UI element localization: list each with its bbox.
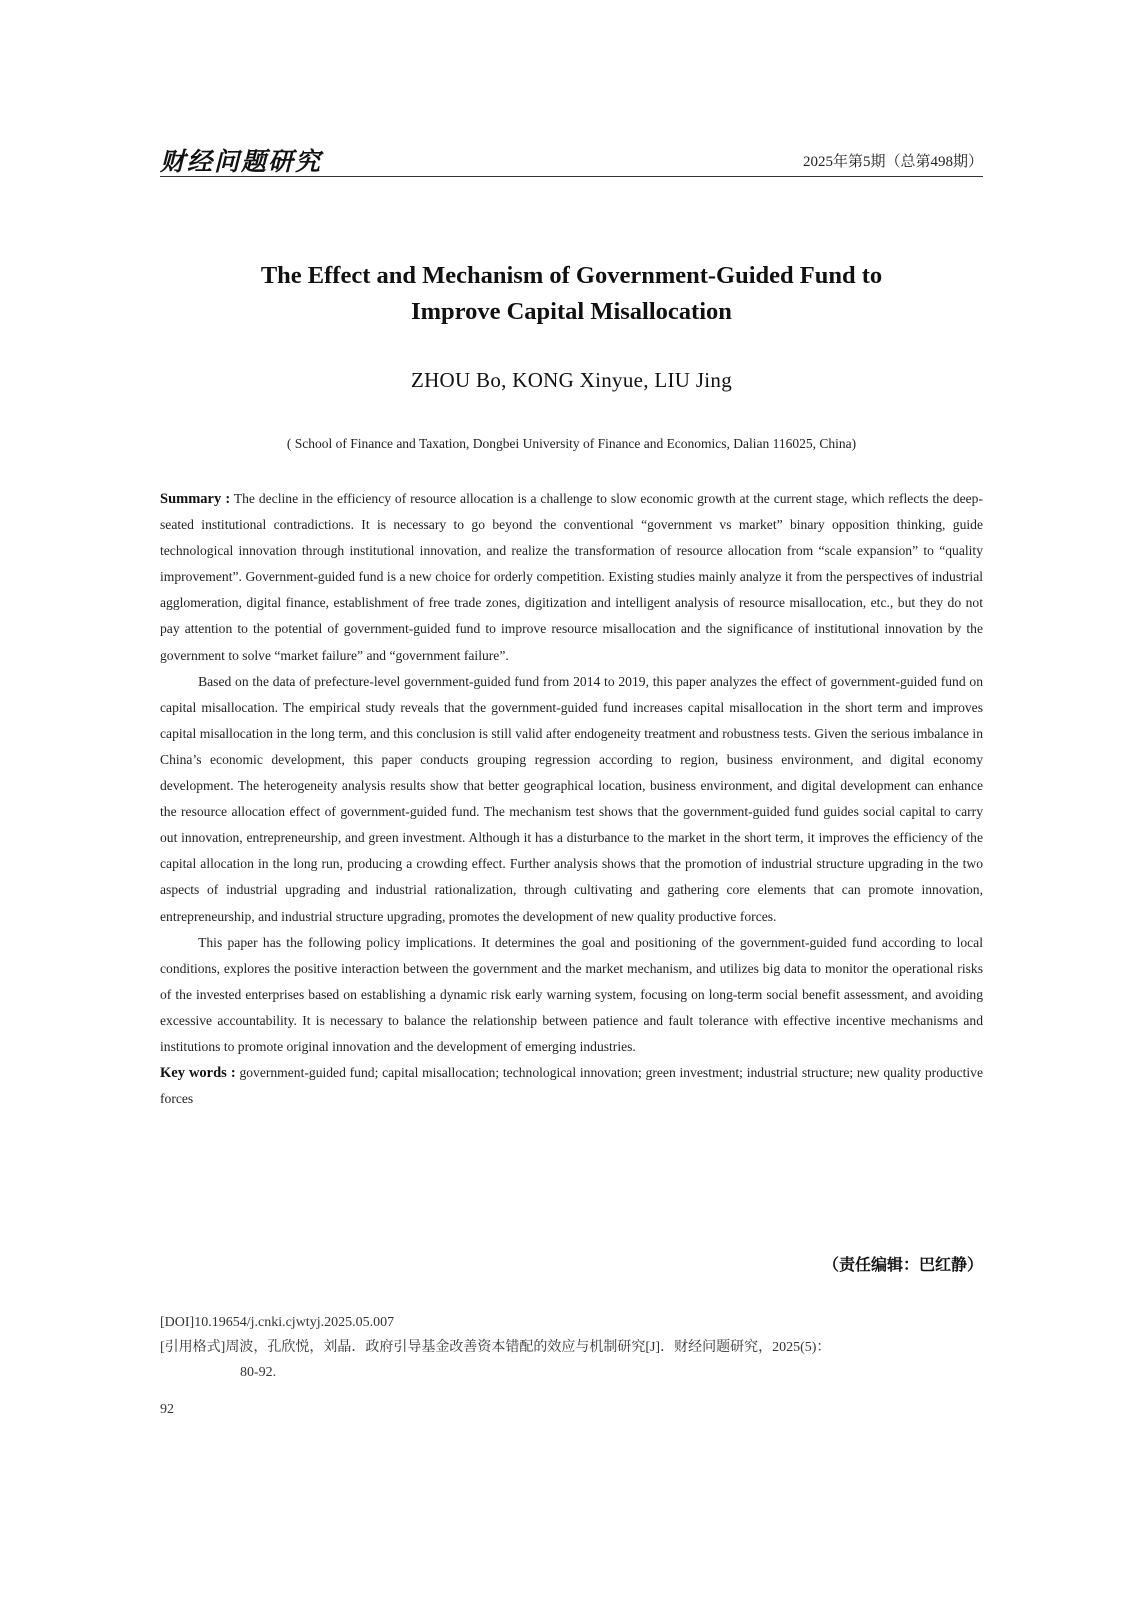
issue-info: 2025年第5期（总第498期） <box>802 154 983 170</box>
summary-label: Summary : <box>160 491 231 507</box>
abstract-text-1: The decline in the efficiency of resource allocation is a challenge to slow economic growth at the current stage, which reflects the deep-seated institutional contradictions. It is necessary to go beyond the conventional “government vs market” binary opposition thinking, guide technological innovation through institutional innovation, and realize the transformation of resource allocation from “scale expansion” to “quality improvement”. Government-guided fund is a new choice for orderly competition. Existing studies mainly analyze it from the perspectives of industrial agglomeration, digital finance, establishment of free trade zones, digitization and intelligent analysis of resource misallocation, etc., but they do not pay attention to the potential of government-guided fund to improve resource misallocation and the significance of institutional innovation by the government to solve “market failure” and “government failure”. <box>160 491 984 663</box>
article-title <box>160 258 983 330</box>
authors: ZHOU Bo, KONG Xinyue, LIU Jing <box>410 368 733 392</box>
page-number: 92 <box>160 1402 174 1417</box>
citation-format: [引用格式]周波，孔欣悦，刘晶．政府引导基金改善资本错配的效应与机制研究[J]．财经问题研究，2025(5)： <box>160 1340 831 1355</box>
responsible-editor: （责任编辑：巴红静） <box>822 1255 983 1274</box>
citation-format-continued: 80-92. <box>240 1365 277 1380</box>
journal-logo: 财经问题研究 <box>160 147 323 176</box>
title-line-2: Improve Capital Misallocation <box>411 298 732 325</box>
keywords <box>160 1060 983 1112</box>
abstract <box>160 486 983 1112</box>
running-header <box>160 140 983 177</box>
doi: [DOI]10.19654/j.cnki.cjwtyj.2025.05.007 <box>160 1315 395 1330</box>
article-references <box>160 1310 983 1385</box>
keywords-label: Key words : <box>160 1065 236 1082</box>
abstract-paragraph-2: Based on the data of prefecture-level government-guided fund from 2014 to 2019, this paper analyzes the effect of government-guided fund on capital misallocation. The empirical study reveals that the government-guided fund increases capital misallocation in the short term and improves capital misallocation in the long term, and this conclusion is still valid after endogeneity treatment and robustness tests. Given the serious imbalance in China’s economic development, this paper conducts grouping regression according to region, business environment, and digital economy development. The heterogeneity analysis results show that better geographical location, business environment, and digital development can enhance the resource allocation effect of government-guided fund. The mechanism test shows that the government-guided fund guides social capital to carry out innovation, entrepreneurship, and green investment. Although it has a disturbance to the market in the short term, it improves the efficiency of the capital allocation in the long run, producing a crowding effect. Further analysis shows that the promotion of industrial structure upgrading in the two aspects of industrial upgrading and industrial rationalization, through cultivating and gathering core elements that can promote innovation, entrepreneurship, and industrial structure upgrading, promotes the development of new quality productive forces. <box>160 673 983 924</box>
title-line-1: The Effect and Mechanism of Government-Guided Fund to <box>260 262 883 289</box>
affiliation: ( School of Finance and Taxation, Dongbei University of Finance and Economics, Dalian 116025, China) <box>286 436 857 451</box>
abstract-paragraph-1 <box>160 486 983 669</box>
keywords-text: government-guided fund; capital misallocation; technological innovation; green investment; industrial structure; new quality productive forces <box>160 1065 984 1107</box>
paper-page <box>160 0 983 1600</box>
abstract-paragraph-3: This paper has the following policy implications. It determines the goal and positioning of the government-guided fund according to local conditions, explores the positive interaction between the government and the market mechanism, and utilizes big data to monitor the operational risks of the invested enterprises based on establishing a dynamic risk early warning system, focusing on long-term social benefit assessment, and avoiding excessive accountability. It is necessary to balance the relationship between patience and fault tolerance with effective incentive mechanisms and institutions to promote original innovation and the development of emerging industries. <box>160 934 983 1054</box>
